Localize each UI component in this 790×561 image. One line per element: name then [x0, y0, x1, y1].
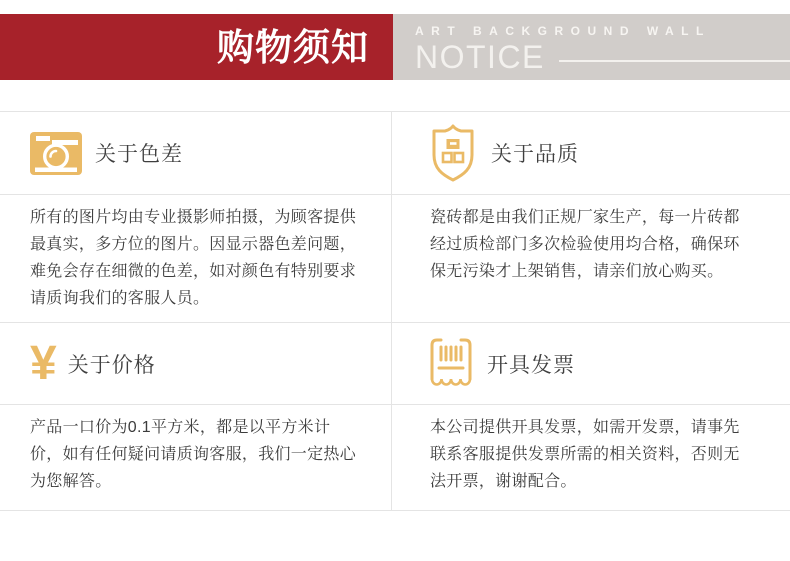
banner-gray-block: [393, 14, 790, 80]
section-quality-body: 瓷砖都是由我们正规厂家生产，每一片砖都经过质检部门多次检验使用均合格，确保环保无污染才上架销售，请亲们放心购买。: [392, 195, 790, 323]
section-title: 关于色差: [95, 143, 183, 166]
notice-sections-grid: [0, 111, 790, 511]
camera-icon: [30, 130, 82, 176]
section-color-difference-body: 所有的图片均由专业摄影师拍摄，为顾客提供最真实，多方位的图片。因显示器色差问题，难免会存在细微的色差，如对颜色有特别要求请质询我们的客服人员。: [0, 195, 392, 323]
header-banner: [0, 14, 790, 80]
notice-row: [415, 41, 790, 73]
section-color-difference-header: [0, 112, 392, 195]
notice-label: NOTICE: [415, 39, 545, 75]
section-price-body: 产品一口价为0.1平方米，都是以平方米计价，如有任何疑问请质询客服，我们一定热心为您解答。: [0, 405, 392, 510]
yuan-icon: ¥: [30, 336, 57, 390]
section-price-header: [0, 323, 392, 405]
receipt-icon: [428, 337, 474, 391]
banner-subtitle: ART BACKGROUND WALL: [415, 24, 711, 38]
section-invoice-body: 本公司提供开具发票，如需开发票，请事先联系客服提供发票所需的相关资料，否则无法开票，谢谢配合。: [430, 419, 740, 490]
notice-divider-line: [559, 60, 790, 62]
shield-icon: [428, 123, 478, 183]
section-title: 关于品质: [491, 143, 579, 166]
banner-red-block: [0, 14, 393, 80]
page-title: 购物须知: [217, 26, 369, 68]
section-invoice-header: [392, 323, 790, 405]
section-title: 关于价格: [67, 353, 156, 377]
section-title: 开具发票: [487, 353, 575, 377]
section-quality-header: [392, 112, 790, 195]
